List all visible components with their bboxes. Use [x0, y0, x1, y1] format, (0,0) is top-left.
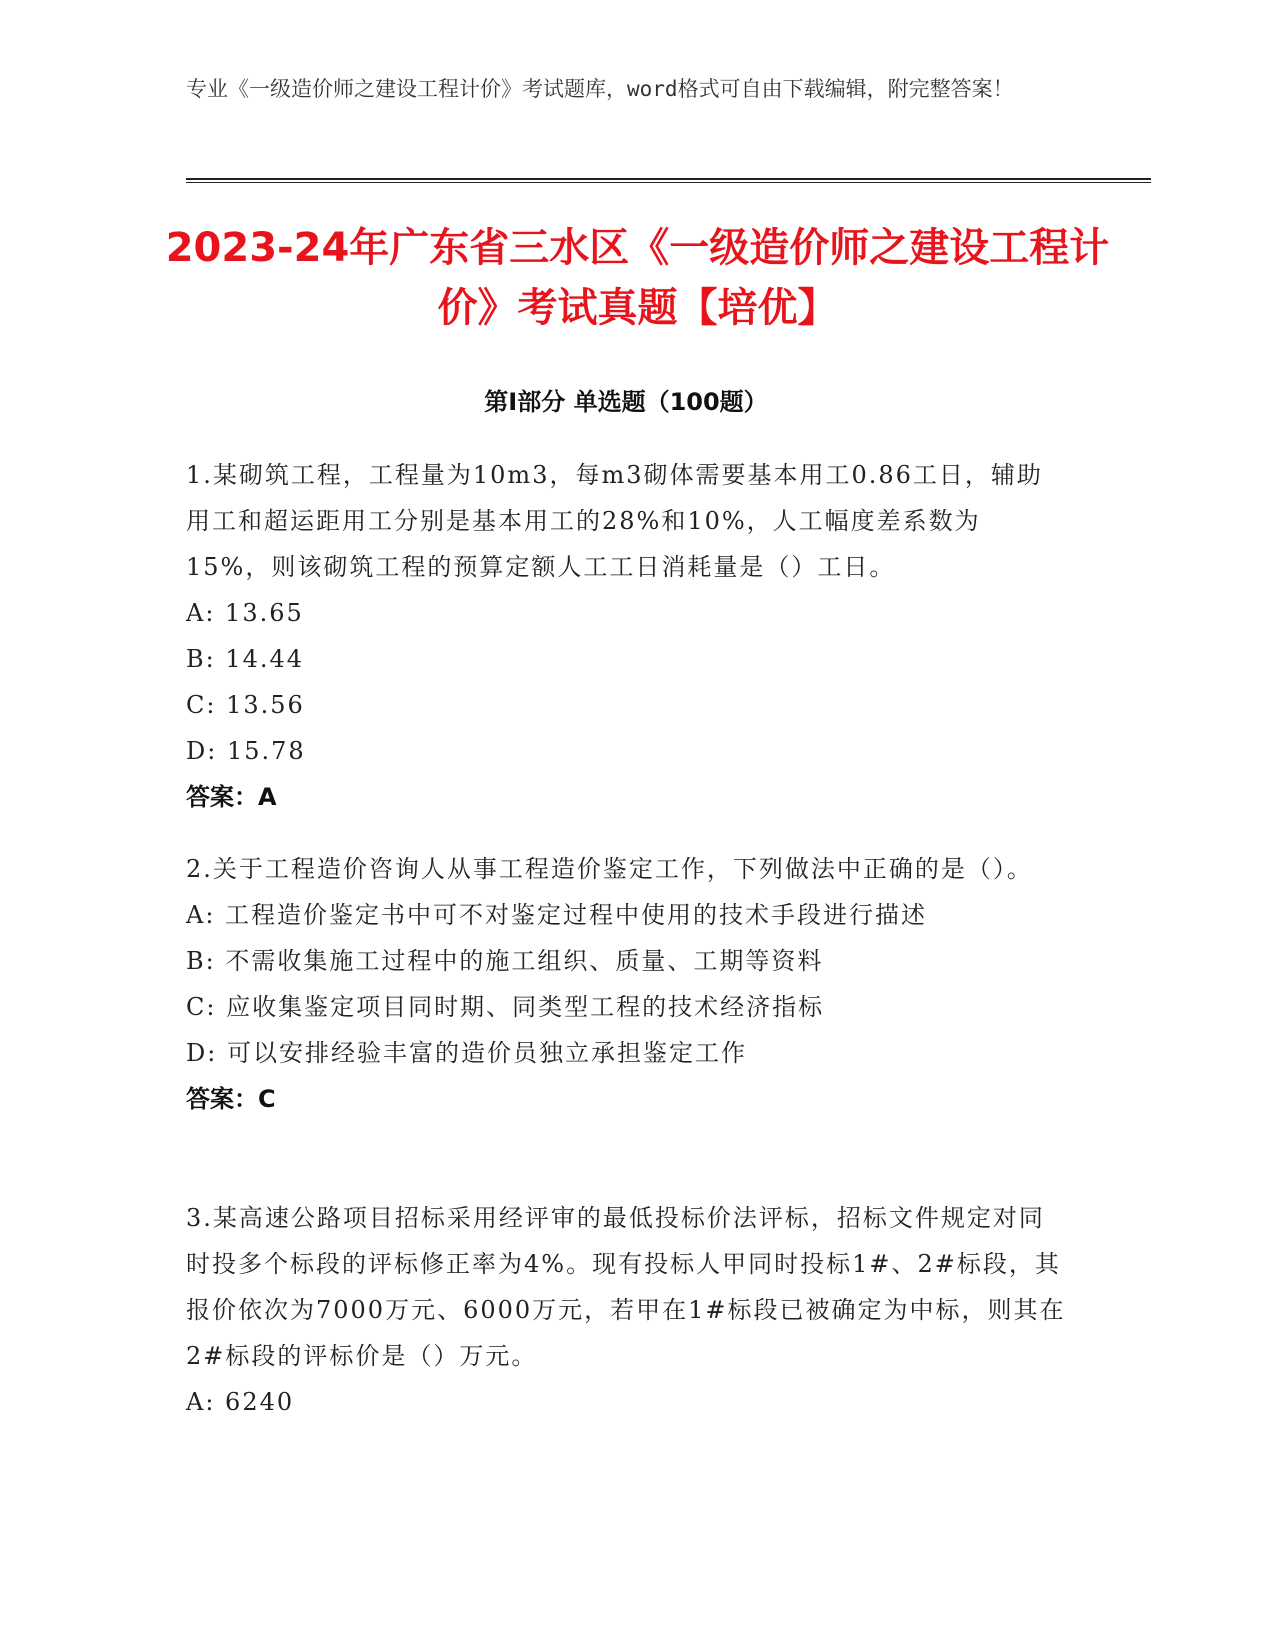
- question-1: [186, 452, 1066, 820]
- section-heading: 第I部分 单选题（100题）: [484, 388, 768, 416]
- question-2: [186, 846, 1066, 1122]
- option-d: D: 可以安排经验丰富的造价员独立承担鉴定工作: [186, 1039, 747, 1067]
- question-stem: 3.某高速公路项目招标采用经评审的最低投标价法评标，招标文件规定对同时投多个标段的评标修正率为4%。现有投标人甲同时投标1#、2#标段，其报价依次为7000万元、6000万元，若甲在1#标段已被确定为中标，则其在2#标段的评标价是（）万元。: [186, 1204, 1066, 1370]
- document-title: 2023-24年广东省三水区《一级造价师之建设工程计价》考试真题【培优】: [165, 225, 1110, 331]
- question-stem: 2.关于工程造价咨询人从事工程造价鉴定工作，下列做法中正确的是（）。: [186, 855, 1033, 883]
- option-a: A: 工程造价鉴定书中可不对鉴定过程中使用的技术手段进行描述: [186, 901, 928, 929]
- option-b: B: 不需收集施工过程中的施工组织、质量、工期等资料: [186, 947, 824, 975]
- question-stem: 1.某砌筑工程，工程量为10m3，每m3砌体需要基本用工0.86工日，辅助用工和超运距用工分别是基本用工的28%和10%，人工幅度差系数为15%，则该砌筑工程的预算定额人工工日消耗量是（）工日。: [186, 461, 1043, 581]
- option-c: C: 13.56: [186, 691, 305, 719]
- option-a: A: 6240: [186, 1388, 295, 1416]
- answer: 答案：A: [186, 783, 277, 811]
- answer: 答案：C: [186, 1085, 276, 1113]
- option-a: A: 13.65: [186, 599, 304, 627]
- header-divider-thick: [186, 178, 1151, 180]
- header-note: 专业《一级造价师之建设工程计价》考试题库，word格式可自由下载编辑，附完整答案！: [186, 77, 1014, 101]
- header-divider-thin: [186, 182, 1151, 183]
- option-d: D: 15.78: [186, 737, 306, 765]
- option-c: C: 应收集鉴定项目同时期、同类型工程的技术经济指标: [186, 993, 825, 1021]
- option-b: B: 14.44: [186, 645, 305, 673]
- question-3: [186, 1195, 1066, 1425]
